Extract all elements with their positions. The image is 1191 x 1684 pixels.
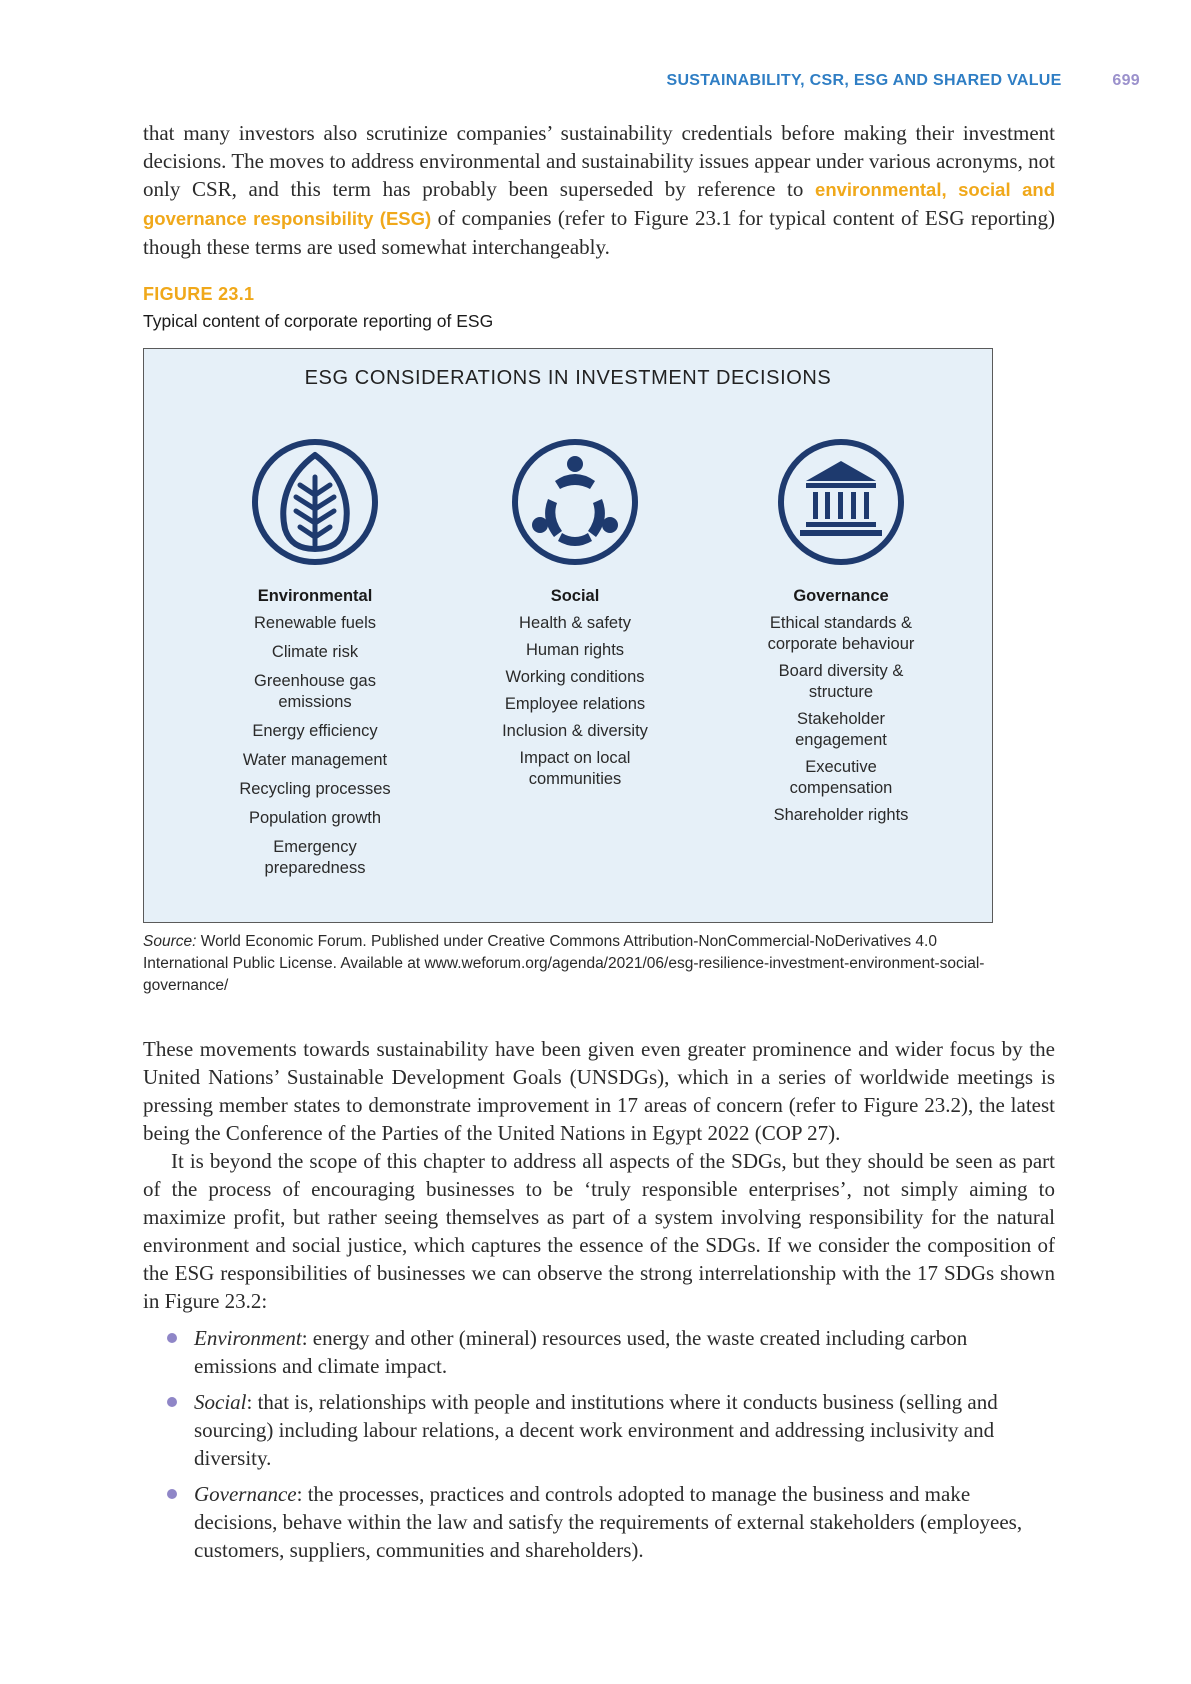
figure-caption: Typical content of corporate reporting of ESG [143,311,494,331]
list-item: Impact on local communities [519,749,631,788]
bullet-text: : energy and other (mineral) resources used, the waste created including carbon emissions and climate impact. [194,1326,968,1378]
esg-keyword: environmental, social and governance responsibility (ESG) [143,179,1055,229]
paragraph-sdgs-scope: It is beyond the scope of this chapter to address all aspects of the SDGs, but they should be seen as part of the process of encouraging businesses to be ‘truly responsible enterprises’, not simply aiming to maximize profit, but rather seeing themselves as part of a system involving responsibility for the natural environment and social justice, which captures the essence of the SDGs. If we consider the composition of the ESG responsibilities of businesses we can observe the strong interrelationship with the 17 SDGs shown in Figure 23.2: [143,1149,1055,1313]
institution-building-icon [776,437,906,567]
list-item [165,1388,1055,1472]
intro-paragraph [143,119,1055,261]
governance-list [716,613,966,832]
community-people-icon [510,437,640,567]
list-item: Greenhouse gas emissions [253,672,376,711]
bullet-term: Governance [194,1482,297,1506]
esg-figure [143,348,993,923]
list-item: Employee relations [504,695,646,713]
bullet-dot-icon [167,1489,177,1499]
list-item: Recycling processes [239,780,391,798]
bullet-text: : the processes, practices and controls adopted to manage the business and make decisions, behave within the law and satisfy the requirements of external stakeholders (employees, customers, suppliers, communities and shareholders). [194,1482,1023,1562]
list-item: Climate risk [271,643,359,661]
list-item: Population growth [248,809,382,827]
list-item: Stakeholder engagement [795,710,887,749]
list-item: Renewable fuels [254,614,376,632]
bullet-dot-icon [167,1333,177,1343]
governance-heading: Governance [793,587,889,605]
figure-box-title: ESG CONSIDERATIONS IN INVESTMENT DECISIONS [304,367,832,389]
social-heading: Social [550,587,600,605]
figure-source [143,931,1003,997]
list-item: Health & safety [519,614,631,632]
source-label: Source: [143,933,197,950]
list-item: Emergency preparedness [264,838,366,877]
list-item: Water management [242,751,388,769]
source-text: World Economic Forum. Published under Creative Commons Attribution-NonCommercial-NoDerivatives 4.0 International Public License. Available at www.weforum.org/agenda/2021/06/esg-resilience-investment-environment-social-governance/ [143,933,985,994]
list-item: Executive compensation [789,758,893,797]
leaf-icon [250,437,380,567]
esg-bullet-list [165,1324,1055,1572]
intro-text-after: of companies (refer to Figure 23.1 for typical content of ESG reporting) though these terms are used somewhat interchangeably. [143,206,1056,259]
list-item: Working conditions [505,668,645,686]
paragraph-unsdgs: These movements towards sustainability have been given even greater prominence and wider focus by the United Nations’ Sustainable Development Goals (UNSDGs), which in a series of worldwide meetings is pressing member states to demonstrate improvement in 17 areas of concern (refer to Figure 23.2), the latest being the Conference of the Parties of the United Nations in Egypt 2022 (COP 27). [143,1037,1055,1145]
bullet-dot-icon [167,1397,177,1407]
list-item: Inclusion & diversity [502,722,648,740]
list-item [165,1480,1055,1564]
list-item: Energy efficiency [252,722,378,740]
environmental-heading: Environmental [257,587,373,605]
running-title: SUSTAINABILITY, CSR, ESG AND SHARED VALUE [666,72,1062,89]
list-item: Ethical standards & corporate behaviour [767,614,915,653]
page-number: 699 [1112,72,1140,89]
environmental-list [190,613,440,887]
list-item: Shareholder rights [773,806,909,824]
list-item [165,1324,1055,1380]
running-head [640,72,1140,90]
list-item: Board diversity & structure [778,662,904,701]
figure-label: FIGURE 23.1 [143,284,255,304]
social-list [450,613,700,796]
bullet-text: : that is, relationships with people and institutions where it conducts business (selling and sourcing) including labour relations, a decent work environment and addressing inclusivity and diversity. [194,1390,998,1470]
intro-text-before: that many investors also scrutinize companies’ sustainability credentials before making their investment decisions. The moves to address environmental and sustainability issues appear under various acronyms, not only CSR, and this term has probably been superseded by reference to [143,121,1055,201]
bullet-term: Environment [194,1326,302,1350]
list-item: Human rights [525,641,625,659]
bullet-term: Social [194,1390,247,1414]
